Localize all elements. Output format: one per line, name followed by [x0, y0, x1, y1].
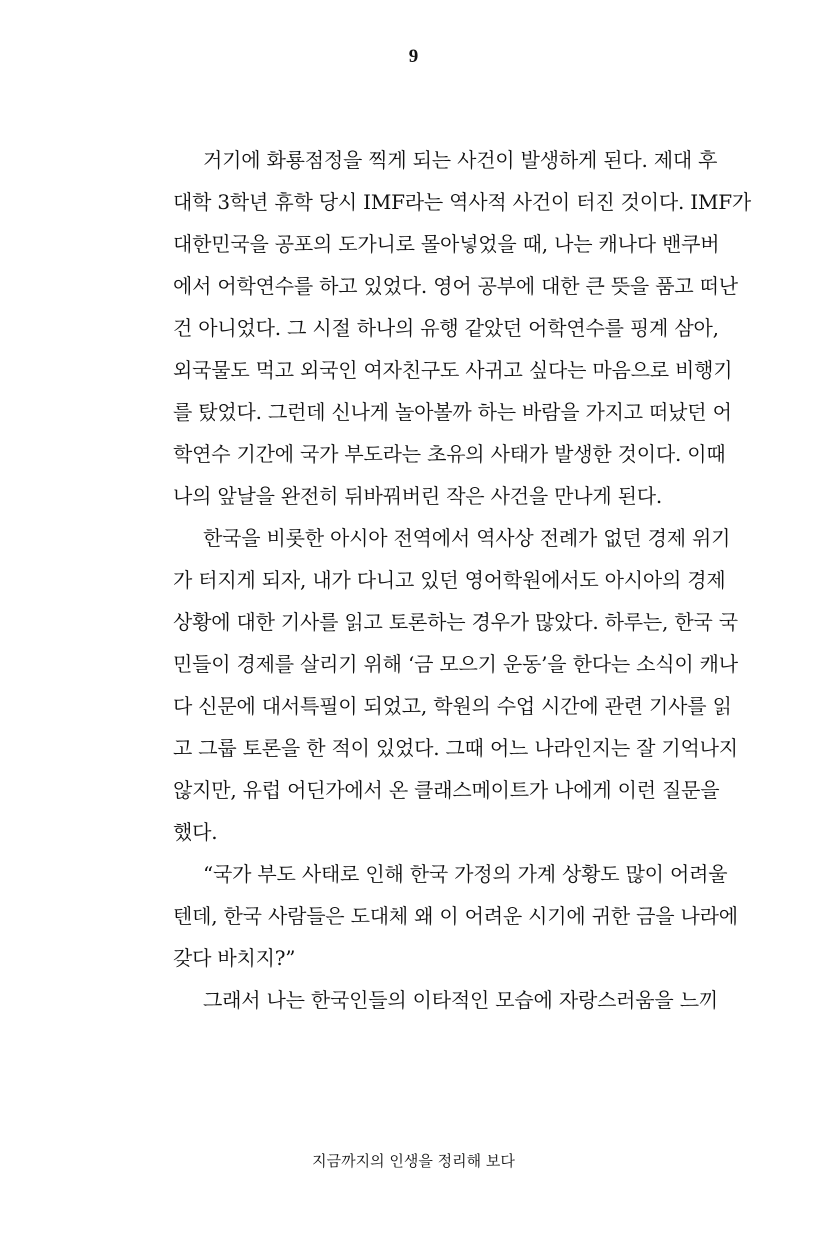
paragraph [173, 139, 752, 517]
text-line: 에서 어학연수를 하고 있었다. 영어 공부에 대한 큰 뜻을 품고 떠난 [173, 274, 738, 298]
text-line: 상황에 대한 기사를 읽고 토론하는 경우가 많았다. 하루는, 한국 국 [173, 610, 738, 634]
text-line: 다 신문에 대서특필이 되었고, 학원의 수업 시간에 관련 기사를 읽 [173, 694, 732, 718]
running-footer: 지금까지의 인생을 정리해 보다 [312, 1152, 515, 1170]
text-line: 그래서 나는 한국인들의 이타적인 모습에 자랑스러움을 느끼 [203, 988, 718, 1012]
text-line: 대한민국을 공포의 도가니로 몰아넣었을 때, 나는 캐나다 밴쿠버 [173, 232, 720, 256]
text-line: 거기에 화룡점정을 찍게 되는 사건이 발생하게 된다. 제대 후 [203, 148, 718, 172]
text-line: 않지만, 유럽 어딘가에서 온 클래스메이트가 나에게 이런 질문을 [173, 778, 720, 802]
body-text [173, 139, 752, 1021]
paragraph [173, 517, 738, 853]
text-line: 했다. [173, 820, 218, 844]
text-line: 텐데, 한국 사람들은 도대체 왜 이 어려운 시기에 귀한 금을 나라에 [173, 904, 738, 928]
paragraph [173, 979, 718, 1021]
text-line: 고 그룹 토론을 한 적이 있었다. 그때 어느 나라인지는 잘 기억나지 [173, 736, 738, 760]
text-line: 대학 3학년 휴학 당시 IMF라는 역사적 사건이 터진 것이다. IMF가 [173, 190, 752, 214]
text-line: 학연수 기간에 국가 부도라는 초유의 사태가 발생한 것이다. 이때 [173, 442, 726, 466]
paragraph [173, 853, 738, 979]
text-line: 건 아니었다. 그 시절 하나의 유행 같았던 어학연수를 핑계 삼아, [173, 316, 719, 340]
text-line: 갖다 바치지?” [173, 946, 296, 970]
text-line: 를 탔었다. 그런데 신나게 놀아볼까 하는 바람을 가지고 떠났던 어 [173, 400, 732, 424]
text-line: 가 터지게 되자, 내가 다니고 있던 영어학원에서도 아시아의 경제 [173, 568, 726, 592]
text-line: 나의 앞날을 완전히 뒤바꿔버린 작은 사건을 만나게 된다. [173, 484, 663, 508]
text-line: “국가 부도 사태로 인해 한국 가정의 가계 상황도 많이 어려울 [203, 862, 728, 886]
page-number: 9 [408, 46, 419, 67]
text-line: 민들이 경제를 살리기 위해 ‘금 모으기 운동’을 한다는 소식이 캐나 [173, 652, 738, 676]
text-line: 외국물도 먹고 외국인 여자친구도 사귀고 싶다는 마음으로 비행기 [173, 358, 733, 382]
text-line: 한국을 비롯한 아시아 전역에서 역사상 전례가 없던 경제 위기 [203, 526, 731, 550]
